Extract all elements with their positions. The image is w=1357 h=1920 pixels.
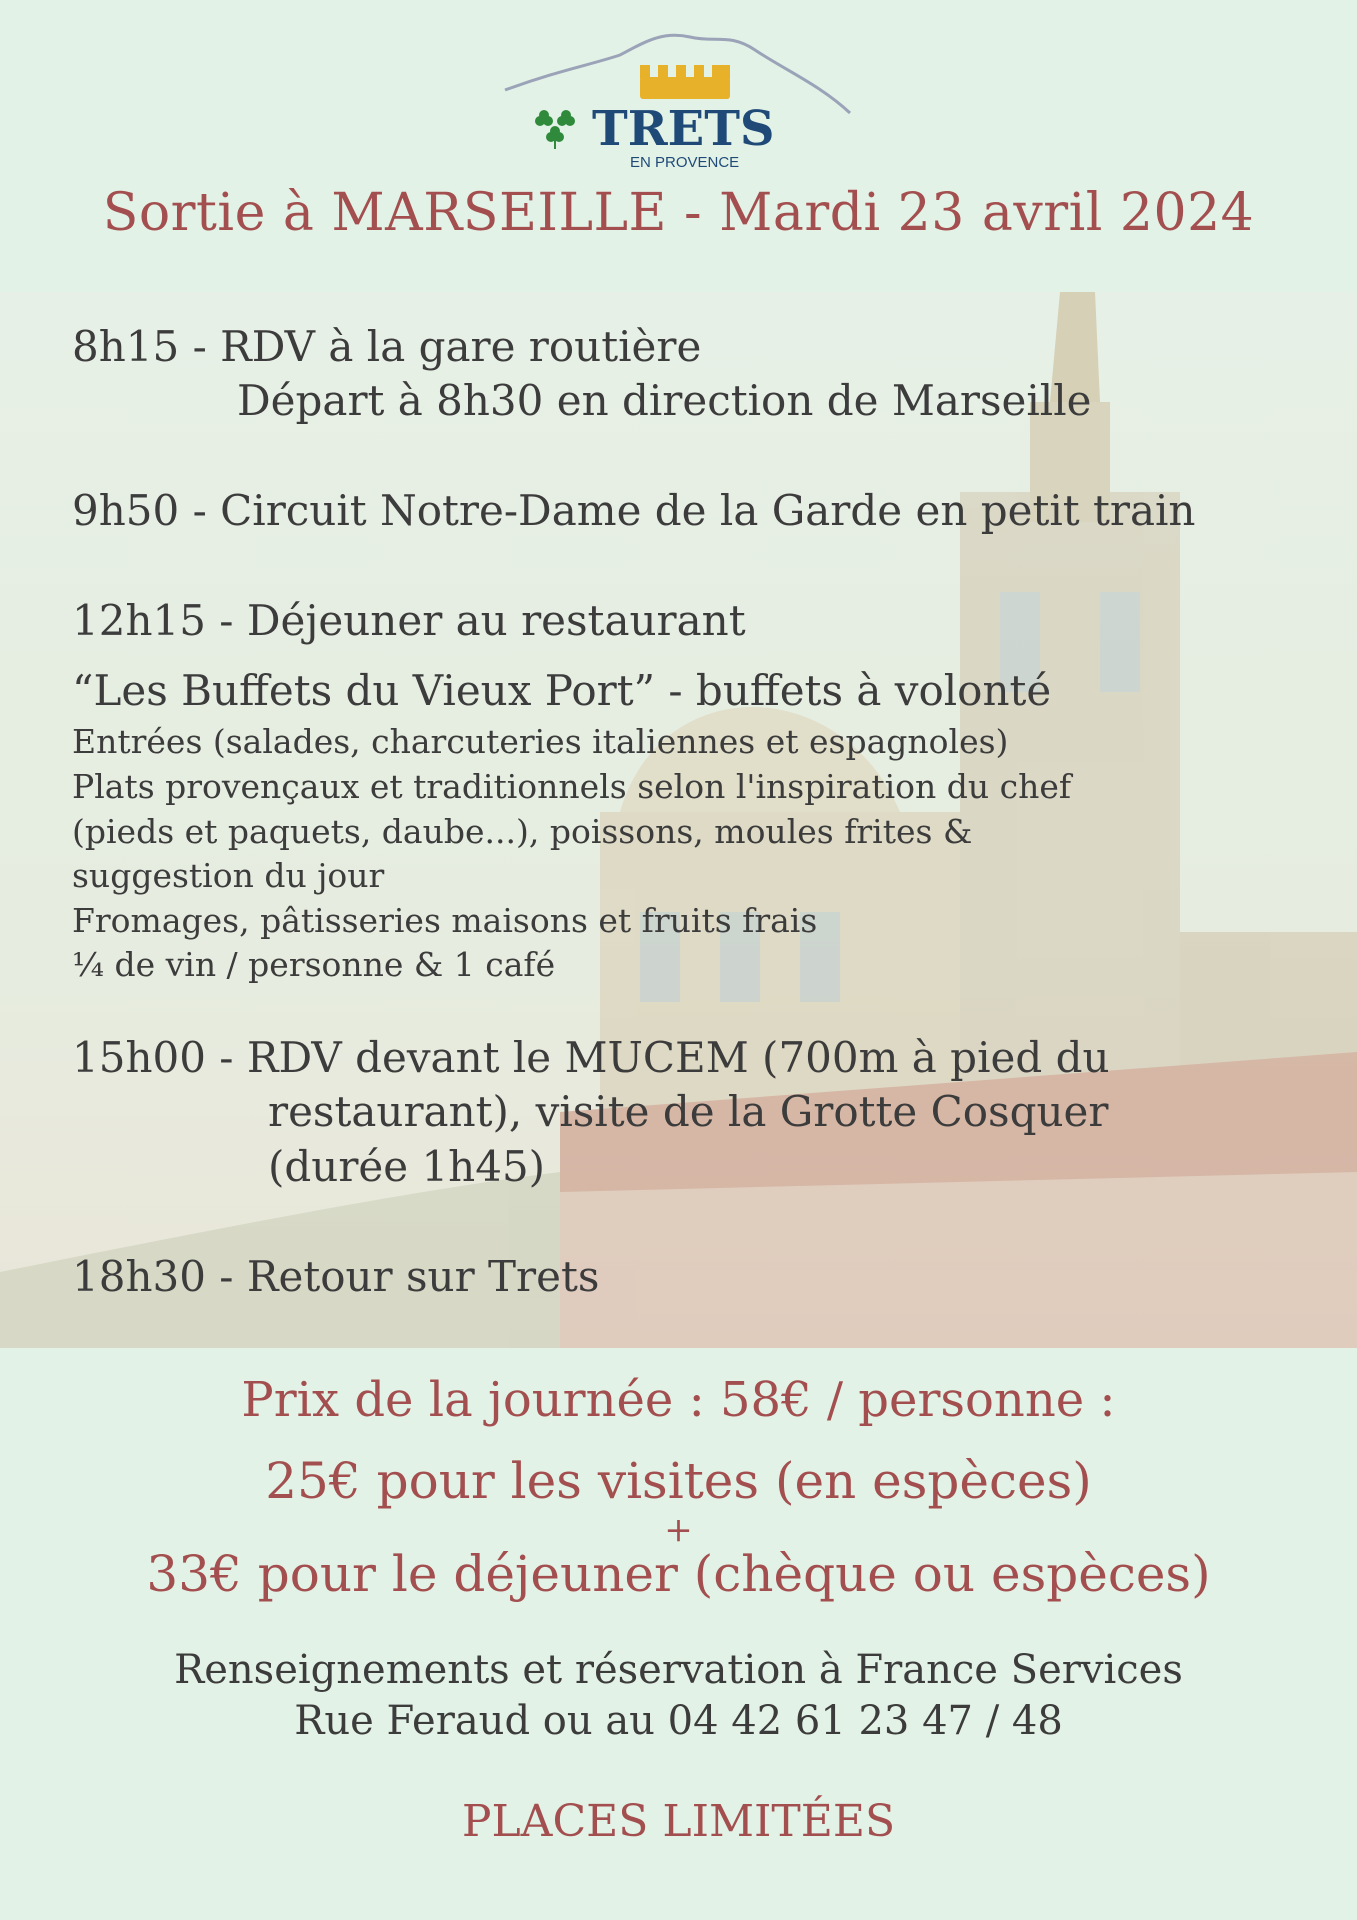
schedule-item-5: 18h30 - Retour sur Trets: [72, 1252, 600, 1301]
schedule-item-1: 8h15 - RDV à la gare routière: [72, 322, 702, 371]
schedule-item-3: 12h15 - Déjeuner au restaurant: [72, 596, 746, 645]
menu-detail-3: (pieds et paquets, daube...), poissons, moules frites &: [72, 812, 973, 851]
schedule-time: 18h30: [72, 1252, 206, 1301]
clover-icon: [535, 110, 575, 149]
schedule-text: Déjeuner au restaurant: [246, 596, 746, 645]
logo-graphic: [500, 25, 860, 175]
info-line-1: Renseignements et réservation à France Services: [174, 1647, 1183, 1693]
schedule-time: 15h00: [72, 1033, 206, 1082]
menu-detail-5: Fromages, pâtisseries maisons et fruits frais: [72, 901, 818, 940]
schedule-item-4-line3: (durée 1h45): [268, 1142, 546, 1191]
logo-name: TRETS: [592, 101, 775, 157]
menu-detail-2: Plats provençaux et traditionnels selon l'inspiration du chef: [72, 767, 1072, 806]
trets-logo: [500, 25, 860, 175]
crown-icon: [640, 65, 730, 99]
schedule-time: 9h50: [72, 486, 180, 535]
schedule-time: 8h15: [72, 322, 180, 371]
schedule-text: RDV devant le MUCEM (700m à pied du: [246, 1033, 1110, 1082]
price-lunch: 33€ pour le déjeuner (chèque ou espèces): [146, 1545, 1211, 1603]
schedule-text: RDV à la gare routière: [220, 322, 702, 371]
price-plus: +: [664, 1510, 693, 1550]
schedule-item-1-line2: Départ à 8h30 en direction de Marseille: [237, 376, 1092, 425]
menu-detail-6: ¼ de vin / personne & 1 café: [72, 945, 556, 984]
schedule-item-4: 15h00 - RDV devant le MUCEM (700m à pied du: [72, 1033, 1110, 1082]
schedule-item-2: 9h50 - Circuit Notre-Dame de la Garde en petit train: [72, 486, 1196, 535]
info-line-2: Rue Feraud ou au 04 42 61 23 47 / 48: [294, 1698, 1063, 1744]
price-visits: 25€ pour les visites (en espèces): [265, 1452, 1092, 1510]
logo-subtitle: EN PROVENCE: [630, 154, 740, 171]
page-title: Sortie à MARSEILLE - Mardi 23 avril 2024: [102, 183, 1255, 243]
menu-detail-4: suggestion du jour: [72, 856, 385, 895]
menu-detail-1: Entrées (salades, charcuteries italiennes et espagnoles): [72, 722, 1009, 761]
schedule-text: Retour sur Trets: [246, 1252, 600, 1301]
schedule-item-4-line2: restaurant), visite de la Grotte Cosquer: [268, 1087, 1109, 1136]
restaurant-name: “Les Buffets du Vieux Port” - buffets à volonté: [72, 666, 1052, 715]
schedule-time: 12h15: [72, 596, 206, 645]
schedule-text: Circuit Notre-Dame de la Garde en petit train: [220, 486, 1196, 535]
limited-places-notice: PLACES LIMITÉES: [461, 1796, 896, 1847]
price-headline: Prix de la journée : 58€ / personne :: [241, 1372, 1116, 1428]
